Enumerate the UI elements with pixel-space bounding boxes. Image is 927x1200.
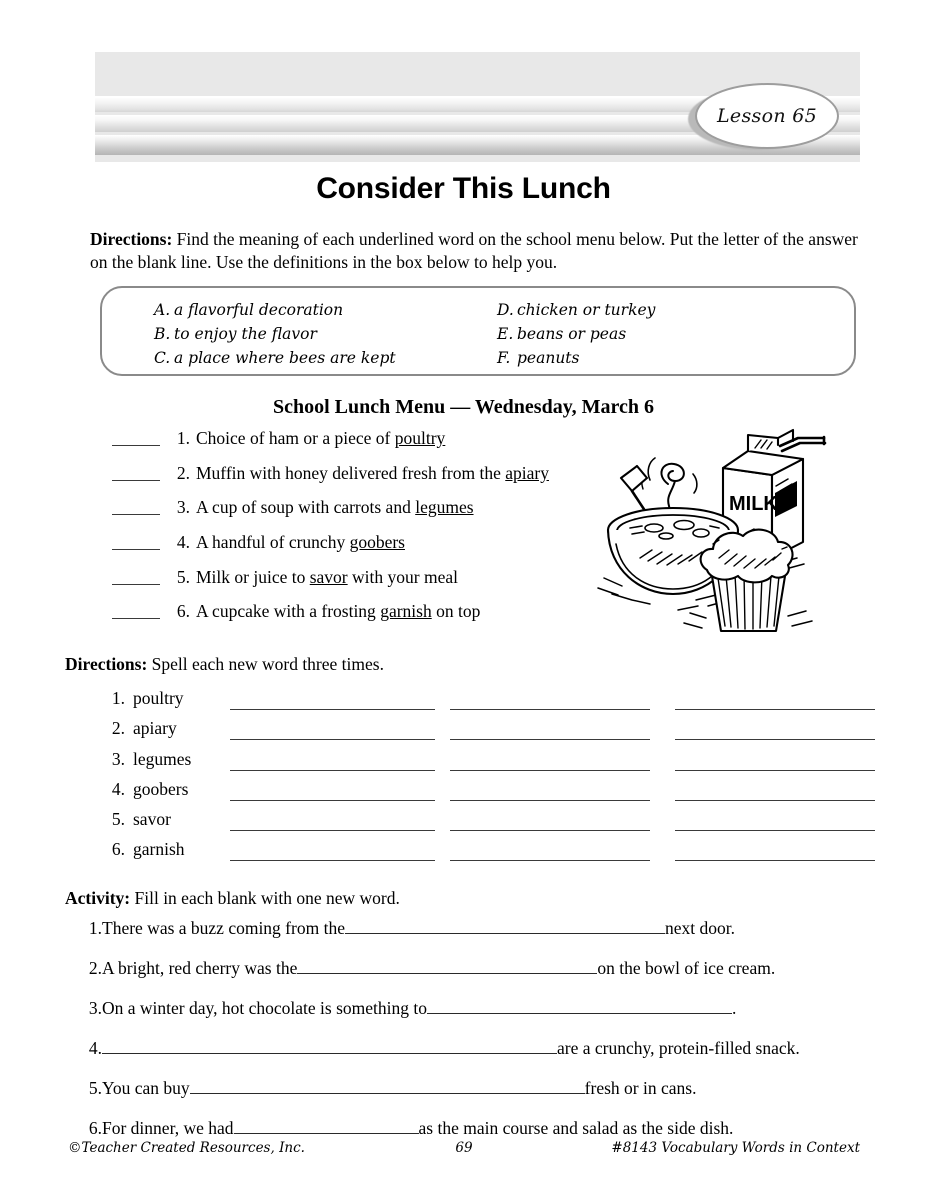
spelling-word: apiary [133, 718, 177, 739]
directions-1-text: Find the meaning of each underlined word on the school menu below. Put the letter of the answer on the blank line. Use the definitions in the box below to help you. [90, 229, 858, 272]
activity-text-before: There was a buzz coming from the [102, 918, 345, 938]
activity-text-before: For dinner, we had [102, 1118, 234, 1138]
menu-item-number: 2. [176, 462, 190, 483]
activity-text-after: on the bowl of ice cream. [597, 958, 776, 978]
definition-text: to enjoy the flavor [174, 325, 317, 343]
activity-text-after: fresh or in cans. [584, 1078, 697, 1098]
spelling-blank-3[interactable] [675, 830, 875, 831]
spelling-blank-2[interactable] [450, 830, 650, 831]
menu-answer-blank[interactable] [112, 618, 160, 619]
menu-item-before: A cup of soup with carrots and [196, 497, 416, 518]
activity-blank[interactable] [427, 998, 732, 1014]
activity-text-after: next door. [664, 918, 735, 938]
activity-number: 3. [88, 998, 102, 1018]
spelling-blank-2[interactable] [450, 739, 650, 740]
spelling-word: legumes [133, 748, 192, 769]
activity-number: 2. [88, 958, 102, 978]
spelling-blank-3[interactable] [675, 860, 875, 861]
spelling-number: 1. [111, 688, 125, 708]
menu-item-after: with your meal [347, 566, 458, 587]
directions-1-label: Directions: [90, 229, 173, 249]
spelling-blank-1[interactable] [230, 709, 435, 710]
definition-text: peanuts [517, 349, 580, 367]
menu-answer-blank[interactable] [112, 480, 160, 481]
menu-item-text [196, 567, 458, 588]
spelling-blank-3[interactable] [675, 739, 875, 740]
definition-text: a place where bees are kept [174, 349, 396, 367]
menu-row [112, 567, 592, 602]
activity-row [78, 958, 868, 998]
menu-item-vocab-word: apiary [505, 462, 549, 483]
activity-text-before: A bright, red cherry was the [102, 958, 298, 978]
spelling-number: 5. [111, 809, 125, 830]
spelling-word: savor [133, 809, 171, 830]
definition-item [154, 298, 396, 322]
spelling-blank-3[interactable] [675, 770, 875, 771]
spelling-blank-2[interactable] [450, 770, 650, 771]
definition-text: a flavorful decoration [174, 301, 344, 319]
activity-blank[interactable] [345, 918, 665, 934]
activity-text-after: . [731, 998, 737, 1018]
menu-item-after: on top [431, 601, 481, 622]
menu-row [112, 532, 592, 567]
menu-item-vocab-word: legumes [415, 497, 474, 518]
menu-row [112, 601, 592, 636]
definition-text: chicken or turkey [517, 301, 656, 319]
menu-item-number: 1. [176, 428, 190, 448]
spelling-blank-1[interactable] [230, 739, 435, 740]
spelling-practice-list [105, 688, 865, 870]
directions-2-label: Directions: [65, 654, 148, 674]
definition-letter: D. [497, 301, 514, 319]
spelling-blank-1[interactable] [230, 770, 435, 771]
lunch-illustration [592, 418, 854, 640]
footer-page-number: 69 [455, 1140, 473, 1156]
spelling-number: 6. [111, 839, 125, 860]
directions-2 [65, 653, 855, 676]
menu-heading: School Lunch Menu — Wednesday, March 6 [273, 396, 654, 418]
menu-item-before: Choice of ham or a piece of [196, 428, 395, 448]
spelling-row [105, 839, 865, 869]
activity-blank[interactable] [234, 1118, 419, 1134]
activity-row [78, 918, 868, 958]
spelling-word: garnish [133, 839, 185, 860]
definition-letter: B. [154, 325, 171, 343]
activity-number: 6. [88, 1118, 102, 1138]
menu-item-number: 4. [176, 532, 190, 553]
menu-item-before: Milk or juice to [196, 566, 310, 587]
menu-answer-blank[interactable] [112, 549, 160, 550]
footer-book-title: #8143 Vocabulary Words in Context [611, 1140, 860, 1156]
menu-item-text [196, 601, 480, 622]
activity-list [78, 918, 868, 1158]
menu-item-before: A handful of crunchy [196, 532, 350, 553]
spelling-row [105, 718, 865, 748]
spelling-row [105, 779, 865, 809]
definition-letter: C. [154, 349, 171, 367]
menu-item-vocab-word: goobers [349, 532, 405, 553]
activity-blank[interactable] [297, 958, 597, 974]
definition-box [100, 286, 856, 376]
definition-item [497, 322, 655, 346]
activity-instruction: Fill in each blank with one new word. [134, 888, 400, 908]
activity-text-after: as the main course and salad as the side dish. [418, 1118, 734, 1138]
lesson-badge [695, 83, 839, 149]
definition-letter: E. [497, 325, 514, 343]
activity-blank[interactable] [102, 1038, 557, 1054]
directions-1 [90, 228, 872, 274]
menu-answer-blank[interactable] [112, 514, 160, 515]
definition-item [497, 346, 655, 370]
menu-row [112, 497, 592, 532]
activity-text-before: You can buy [102, 1078, 190, 1098]
spelling-word: goobers [133, 778, 189, 799]
menu-list [112, 428, 592, 636]
spelling-row [105, 809, 865, 839]
spelling-row [105, 749, 865, 779]
activity-number: 4. [88, 1038, 102, 1058]
activity-heading [65, 888, 855, 909]
definition-text: beans or peas [517, 325, 627, 343]
activity-label: Activity: [65, 888, 131, 908]
spelling-blank-1[interactable] [230, 830, 435, 831]
spelling-blank-3[interactable] [675, 709, 875, 710]
milk-carton-label: MILK [729, 493, 778, 515]
footer-copyright: ©Teacher Created Resources, Inc. [68, 1140, 305, 1156]
definition-column-right [497, 298, 655, 370]
spelling-word: poultry [133, 688, 184, 708]
definition-letter: A. [154, 301, 171, 319]
activity-row [78, 1078, 868, 1118]
menu-item-before: Muffin with honey delivered fresh from the [196, 462, 506, 483]
menu-item-number: 3. [176, 497, 190, 518]
spelling-blank-2[interactable] [450, 860, 650, 861]
definition-letter: F. [497, 349, 511, 367]
menu-item-text [196, 532, 405, 553]
definition-item [154, 322, 396, 346]
activity-text-after: are a crunchy, protein-filled snack. [557, 1038, 800, 1058]
definition-item [154, 346, 396, 370]
spelling-row [105, 688, 865, 718]
menu-item-text [196, 428, 445, 449]
menu-row [112, 463, 592, 498]
menu-item-number: 5. [176, 566, 190, 587]
page-title: Consider This Lunch [316, 172, 611, 205]
activity-number: 1. [88, 918, 102, 938]
menu-item-before: A cupcake with a frosting [196, 601, 381, 622]
spelling-number: 3. [111, 748, 125, 769]
activity-blank[interactable] [190, 1078, 585, 1094]
spelling-blank-1[interactable] [230, 860, 435, 861]
menu-item-text [196, 463, 549, 484]
spelling-number: 2. [111, 718, 125, 739]
spelling-blank-2[interactable] [450, 800, 650, 801]
menu-answer-blank[interactable] [112, 445, 160, 446]
definition-item [497, 298, 655, 322]
activity-row [78, 998, 868, 1038]
lesson-badge-label: Lesson 65 [717, 105, 817, 127]
definition-column-left [154, 298, 396, 370]
directions-2-text: Spell each new word three times. [151, 654, 384, 674]
spelling-blank-3[interactable] [675, 800, 875, 801]
menu-answer-blank[interactable] [112, 584, 160, 585]
menu-item-number: 6. [176, 601, 190, 622]
menu-item-vocab-word: garnish [380, 601, 432, 622]
spelling-blank-1[interactable] [230, 800, 435, 801]
spelling-number: 4. [111, 778, 125, 799]
activity-number: 5. [88, 1078, 102, 1098]
activity-row [78, 1038, 868, 1078]
activity-text-before: On a winter day, hot chocolate is something to [102, 998, 427, 1018]
menu-item-vocab-word: savor [309, 566, 348, 587]
menu-item-text [196, 497, 474, 518]
menu-row [112, 428, 592, 463]
spelling-blank-2[interactable] [450, 709, 650, 710]
menu-item-vocab-word: poultry [394, 428, 446, 448]
